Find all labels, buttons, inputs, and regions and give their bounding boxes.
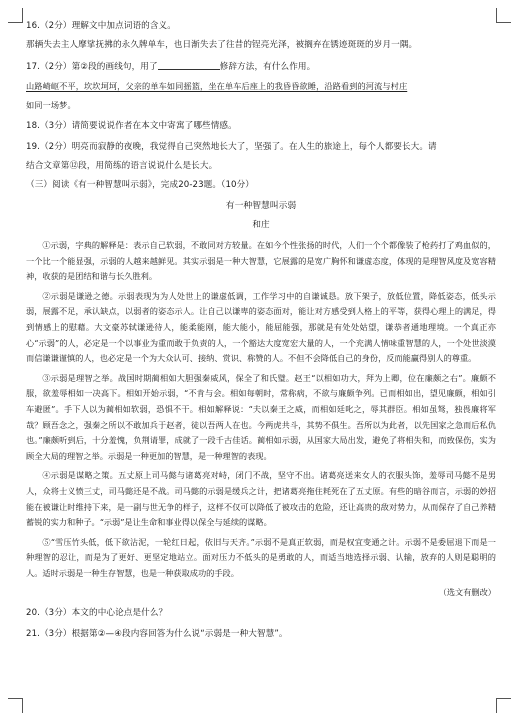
- question-18: 18.（3分）请简要说说作者在本文中寄寓了哪些情感。: [26, 121, 237, 131]
- article-paragraph-1: ①示弱，字典的解释是：表示自己软弱，不敢同对方较量。在如今个性张扬的时代，人们一个个都像装了枪药打了鸡血似的，一个比一个能显强，示弱的人越来越鲜见。其实示弱是一种大智慧，它展露的是宽广胸怀和谦虚态度，体现的是理智风度及宽容精神，收获的是团结和谐与长久胜利。: [26, 240, 496, 282]
- article-paragraph-2: ②示弱是谦逊之德。示弱表现为为人处世上的谦虚低调，工作学习中的自谦诚恳。放下架子，放低位置，降低姿态，低头示弱，展露不足，承认缺点，以弱者的姿态示人。让自己以谦卑的姿态面对，能让对方感受到人格上的平等，获得心理上的满足，得到情感上的慰藉。大文豪苏轼谦逊待人，能柔能刚，能大能小，能屈能强，那就是有处处姑望，谦恭者通地理境。一个真正亦心“示弱”的人，必定是一个以事业为重而敢于负责的人，一个豁达大度宽宏大量的人，一个充满人情味重智慧的人，一个处世淡漠而信谦谦谨慎的人，也必定是一个为大众认可、接纳、赏识、称赞的人。不但不会降低自己的身份，反而能赢得别人的尊重。: [26, 290, 496, 364]
- question-16-passage: 那辆失去主人摩挲抚拂的永久牌单车，也日渐失去了往昔的锃亮光泽，被搁弃在锈迹斑斑的岁月一隅。: [26, 40, 418, 50]
- crop-mark-bottom-left: [8, 698, 23, 713]
- article-source-note: （选文有删改）: [438, 587, 496, 598]
- question-17-stem: [26, 60, 496, 74]
- question-19-line1: 19.（2分）明亮而寂静的夜晚，我觉得自己突然地长大了，坚强了。在人生的旅途上，每个人都要长大。请: [26, 142, 437, 152]
- underlined-sentence: 山路崎岖不平，坎坎坷坷，父亲的单车如同摇篮，坐在单车后座上的我昏昏欲睡，沿路看到的河流与村庄: [26, 81, 408, 91]
- article-body: [26, 238, 496, 581]
- question-17-stem-b: 修辞方法，有什么作用。: [219, 62, 316, 72]
- question-19-line2: 结合文章第⑫段，用简练的语言说说什么是长大。: [26, 161, 218, 171]
- crop-mark-top-left: [8, 8, 23, 23]
- question-17-stem-a: 17.（2分）第②段的画线句，用了: [26, 62, 158, 72]
- article-paragraph-5: ⑤“雪压竹头低，低下欲沾泥，一轮红日起，依旧与天齐。”示弱不是真正软弱，而是权宜变通之计。示弱不是委屈退下而是一种理智的忍让，而是为了更好、更坚定地站立。面对压力不低头的是勇敢的人，而适当地选择示弱、认输，放弃的人则是聪明的人。适时示弱是一种生存智慧，也是一种获取成功的手段。: [26, 536, 496, 578]
- section-3-heading: （三）阅读《有一种智慧叫示弱》，完成20-23题。（10分）: [26, 180, 254, 190]
- question-21: 21.（3分）根据第②—④段内容回答为什么说“示弱是一种大智慧”。: [26, 629, 288, 640]
- exam-content: [26, 20, 496, 649]
- article-author: 和庄: [252, 220, 270, 230]
- question-20: 20.（3分）本文的中心论点是什么？: [26, 608, 168, 619]
- article-paragraph-3: ③示弱是理智之举。战国时期蔺相如大胆强秦威风，保全了和氏璧。赵王“以相如功大，拜为上卿，位在廉颇之右”。廉颇不服，欲羞辱相如一决高下。相如开始示弱，“不肯与会。相如每朝时，常称病，不欲与廉颇争列。已而相如出，望见廉颇，相如引车避匿”。手下人以为蔺相如软弱，恐惧不干。相如解释说：“夫以秦王之威，而相如廷叱之，辱其群臣。相如虽驽，独畏廉将军哉？顾吾念之，强秦之所以不敢加兵于赵者，徒以吾两人在也。今两虎共斗，其势不俱生。吾所以为此者，以先国家之急而后私仇也。”廉颇听到后，十分羞愧，负荆请罪，成就了一段千古佳话。蔺相如示弱，从国家大局出发，避免了将相失和，而致保伤，实为顾全大局的理智之举。示弱是一种更加的智慧，是一种理智的表现。: [26, 372, 496, 461]
- crop-mark-top-right: [496, 8, 511, 23]
- answer-blank[interactable]: [158, 60, 220, 70]
- question-16-stem: 16.（2分）理解文中加点词语的含义。: [26, 21, 176, 31]
- question-17-quote: [26, 80, 496, 93]
- article-title: 有一种智慧叫示弱: [225, 201, 297, 211]
- question-17-quote-end: 如同一场梦。: [26, 100, 76, 110]
- crop-mark-bottom-right: [496, 698, 511, 713]
- article-paragraph-4: ④示弱是谋略之策。五丈原上司马懿与诸葛亮对峙，闭门不战，坚守不出。诸葛亮送来女人的衣服头饰，羞辱司马懿不是男人，众将士义愤三丈，司马懿还是不战。司马懿的示弱是缓兵之计，把诸葛亮拖住耗死在了五丈原。有些的暗谷而言，示弱的妙招能在被谦让时维持下来，是一副与世无争的样子，这样不仅可以降低了被攻击的危险，还让高贵的敌对势力，从而保存了自己养精蓄锐的实力和种子。“示弱”是让生命和事业得以保全与延续的谋略。: [26, 470, 496, 528]
